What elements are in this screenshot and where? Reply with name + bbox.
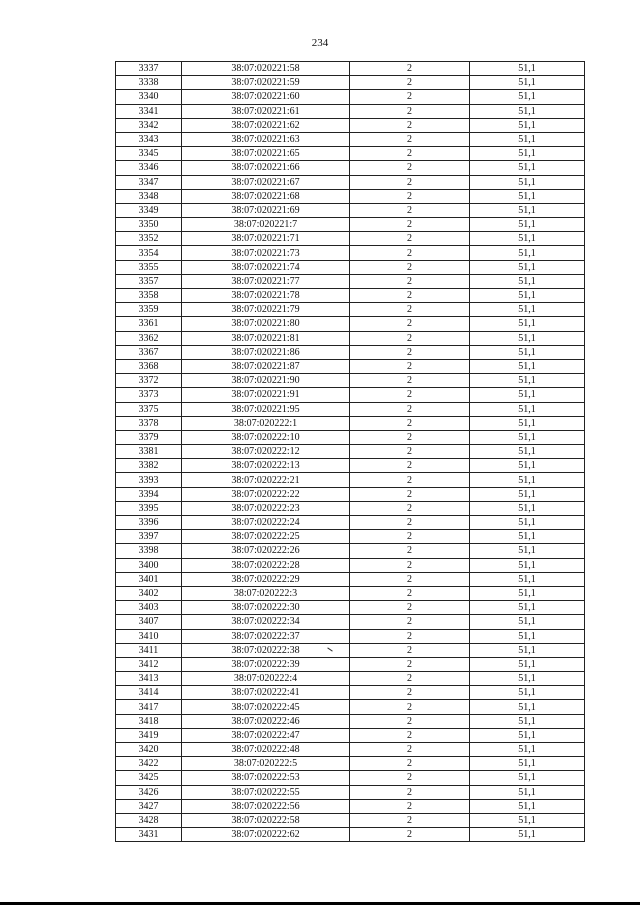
- cadastral-number-cell: 38:07:020221:91: [182, 388, 350, 402]
- row-number-cell: 3359: [116, 303, 182, 317]
- area-cell: 51,1: [470, 530, 585, 544]
- cadastral-number-cell: 38:07:020221:65: [182, 147, 350, 161]
- cadastral-number-cell: 38:07:020222:5: [182, 757, 350, 771]
- table-row: [116, 643, 585, 657]
- row-number-cell: 3382: [116, 459, 182, 473]
- table-row: [116, 132, 585, 146]
- area-cell: 51,1: [470, 487, 585, 501]
- row-number-cell: 3342: [116, 118, 182, 132]
- quantity-cell: 2: [350, 672, 470, 686]
- cadastral-number-cell: 38:07:020221:58: [182, 62, 350, 76]
- cadastral-number-cell: 38:07:020222:46: [182, 714, 350, 728]
- cadastral-number-cell: 38:07:020221:90: [182, 374, 350, 388]
- quantity-cell: 2: [350, 62, 470, 76]
- area-cell: 51,1: [470, 388, 585, 402]
- table-row: [116, 374, 585, 388]
- table-row: [116, 104, 585, 118]
- area-cell: 51,1: [470, 374, 585, 388]
- cadastral-number-cell: 38:07:020222:23: [182, 501, 350, 515]
- cadastral-number-cell: 38:07:020222:41: [182, 686, 350, 700]
- row-number-cell: 3379: [116, 430, 182, 444]
- cadastral-number-cell: 38:07:020222:56: [182, 799, 350, 813]
- table-row: [116, 189, 585, 203]
- cadastral-number-cell: 38:07:020221:67: [182, 175, 350, 189]
- cadastral-number-cell: 38:07:020222:29: [182, 572, 350, 586]
- quantity-cell: 2: [350, 303, 470, 317]
- quantity-cell: 2: [350, 487, 470, 501]
- table-row: [116, 714, 585, 728]
- area-cell: 51,1: [470, 62, 585, 76]
- cadastral-number-cell: 38:07:020221:68: [182, 189, 350, 203]
- row-number-cell: 3420: [116, 743, 182, 757]
- area-cell: 51,1: [470, 714, 585, 728]
- row-number-cell: 3349: [116, 203, 182, 217]
- cadastral-number-cell: 38:07:020222:47: [182, 728, 350, 742]
- cadastral-number-cell: 38:07:020222:26: [182, 544, 350, 558]
- area-cell: 51,1: [470, 473, 585, 487]
- area-cell: 51,1: [470, 345, 585, 359]
- row-number-cell: 3340: [116, 90, 182, 104]
- cadastral-number-cell: 38:07:020221:86: [182, 345, 350, 359]
- cadastral-number-cell: 38:07:020222:39: [182, 657, 350, 671]
- quantity-cell: 2: [350, 246, 470, 260]
- row-number-cell: 3395: [116, 501, 182, 515]
- cadastral-number-cell: 38:07:020222:58: [182, 813, 350, 827]
- area-cell: 51,1: [470, 416, 585, 430]
- cadastral-number-cell: 38:07:020222:1: [182, 416, 350, 430]
- quantity-cell: 2: [350, 544, 470, 558]
- cadastral-number-cell: 38:07:020221:79: [182, 303, 350, 317]
- registry-table-body: [116, 62, 585, 842]
- quantity-cell: 2: [350, 388, 470, 402]
- quantity-cell: 2: [350, 331, 470, 345]
- quantity-cell: 2: [350, 572, 470, 586]
- cadastral-number-cell: 38:07:020221:60: [182, 90, 350, 104]
- row-number-cell: 3378: [116, 416, 182, 430]
- row-number-cell: 3428: [116, 813, 182, 827]
- quantity-cell: 2: [350, 147, 470, 161]
- cadastral-number-cell: 38:07:020222:3: [182, 586, 350, 600]
- page-number: 234: [311, 37, 329, 49]
- area-cell: 51,1: [470, 317, 585, 331]
- table-row: [116, 799, 585, 813]
- area-cell: 51,1: [470, 161, 585, 175]
- table-row: [116, 161, 585, 175]
- cadastral-number-cell: 38:07:020222:55: [182, 785, 350, 799]
- quantity-cell: 2: [350, 132, 470, 146]
- table-row: [116, 416, 585, 430]
- area-cell: 51,1: [470, 544, 585, 558]
- table-row: [116, 118, 585, 132]
- cadastral-number-cell: 38:07:020222:13: [182, 459, 350, 473]
- registry-table: [115, 61, 585, 842]
- row-number-cell: 3401: [116, 572, 182, 586]
- area-cell: 51,1: [470, 757, 585, 771]
- row-number-cell: 3337: [116, 62, 182, 76]
- table-row: [116, 813, 585, 827]
- table-row: [116, 558, 585, 572]
- quantity-cell: 2: [350, 416, 470, 430]
- cadastral-number-cell: 38:07:020221:61: [182, 104, 350, 118]
- area-cell: 51,1: [470, 799, 585, 813]
- table-row: [116, 345, 585, 359]
- cadastral-number-cell: 38:07:020221:71: [182, 232, 350, 246]
- cadastral-number-cell: 38:07:020222:22: [182, 487, 350, 501]
- area-cell: 51,1: [470, 232, 585, 246]
- table-row: [116, 743, 585, 757]
- quantity-cell: 2: [350, 629, 470, 643]
- row-number-cell: 3425: [116, 771, 182, 785]
- area-cell: 51,1: [470, 147, 585, 161]
- area-cell: 51,1: [470, 132, 585, 146]
- table-row: [116, 686, 585, 700]
- quantity-cell: 2: [350, 345, 470, 359]
- area-cell: 51,1: [470, 118, 585, 132]
- row-number-cell: 3341: [116, 104, 182, 118]
- table-row: [116, 459, 585, 473]
- row-number-cell: 3426: [116, 785, 182, 799]
- quantity-cell: 2: [350, 586, 470, 600]
- area-cell: 51,1: [470, 828, 585, 842]
- row-number-cell: 3422: [116, 757, 182, 771]
- cadastral-number-cell: 38:07:020222:62: [182, 828, 350, 842]
- quantity-cell: 2: [350, 374, 470, 388]
- quantity-cell: 2: [350, 501, 470, 515]
- row-number-cell: 3411: [116, 643, 182, 657]
- area-cell: 51,1: [470, 189, 585, 203]
- quantity-cell: 2: [350, 317, 470, 331]
- table-row: [116, 147, 585, 161]
- row-number-cell: 3375: [116, 402, 182, 416]
- cadastral-number-cell: 38:07:020222:48: [182, 743, 350, 757]
- area-cell: 51,1: [470, 501, 585, 515]
- table-row: [116, 430, 585, 444]
- row-number-cell: 3410: [116, 629, 182, 643]
- cadastral-number-cell: 38:07:020221:81: [182, 331, 350, 345]
- table-row: [116, 203, 585, 217]
- area-cell: 51,1: [470, 430, 585, 444]
- quantity-cell: 2: [350, 785, 470, 799]
- quantity-cell: 2: [350, 260, 470, 274]
- area-cell: 51,1: [470, 274, 585, 288]
- row-number-cell: 3338: [116, 76, 182, 90]
- area-cell: 51,1: [470, 586, 585, 600]
- area-cell: 51,1: [470, 743, 585, 757]
- row-number-cell: 3431: [116, 828, 182, 842]
- area-cell: 51,1: [470, 785, 585, 799]
- quantity-cell: 2: [350, 232, 470, 246]
- table-row: [116, 785, 585, 799]
- table-row: [116, 246, 585, 260]
- area-cell: 51,1: [470, 771, 585, 785]
- row-number-cell: 3403: [116, 601, 182, 615]
- table-row: [116, 544, 585, 558]
- area-cell: 51,1: [470, 76, 585, 90]
- quantity-cell: 2: [350, 203, 470, 217]
- row-number-cell: 3358: [116, 289, 182, 303]
- row-number-cell: 3413: [116, 672, 182, 686]
- area-cell: 51,1: [470, 331, 585, 345]
- area-cell: 51,1: [470, 615, 585, 629]
- area-cell: 51,1: [470, 629, 585, 643]
- area-cell: 51,1: [470, 246, 585, 260]
- quantity-cell: 2: [350, 813, 470, 827]
- row-number-cell: 3398: [116, 544, 182, 558]
- table-row: [116, 501, 585, 515]
- table-row: [116, 615, 585, 629]
- quantity-cell: 2: [350, 615, 470, 629]
- area-cell: 51,1: [470, 218, 585, 232]
- table-row: [116, 530, 585, 544]
- area-cell: 51,1: [470, 203, 585, 217]
- table-row: [116, 487, 585, 501]
- quantity-cell: 2: [350, 728, 470, 742]
- area-cell: 51,1: [470, 516, 585, 530]
- quantity-cell: 2: [350, 757, 470, 771]
- quantity-cell: 2: [350, 118, 470, 132]
- row-number-cell: 3393: [116, 473, 182, 487]
- cadastral-number-cell: 38:07:020221:78: [182, 289, 350, 303]
- area-cell: 51,1: [470, 700, 585, 714]
- cadastral-number-cell: 38:07:020222:38: [182, 643, 350, 657]
- quantity-cell: 2: [350, 459, 470, 473]
- row-number-cell: 3352: [116, 232, 182, 246]
- cadastral-number-cell: 38:07:020221:66: [182, 161, 350, 175]
- row-number-cell: 3343: [116, 132, 182, 146]
- cadastral-number-cell: 38:07:020222:25: [182, 530, 350, 544]
- row-number-cell: 3373: [116, 388, 182, 402]
- area-cell: 51,1: [470, 260, 585, 274]
- table-row: [116, 274, 585, 288]
- quantity-cell: 2: [350, 743, 470, 757]
- row-number-cell: 3355: [116, 260, 182, 274]
- table-row: [116, 629, 585, 643]
- table-row: [116, 601, 585, 615]
- table-row: [116, 657, 585, 671]
- row-number-cell: 3400: [116, 558, 182, 572]
- cadastral-number-cell: 38:07:020221:69: [182, 203, 350, 217]
- quantity-cell: 2: [350, 402, 470, 416]
- row-number-cell: 3362: [116, 331, 182, 345]
- quantity-cell: 2: [350, 657, 470, 671]
- row-number-cell: 3402: [116, 586, 182, 600]
- table-row: [116, 90, 585, 104]
- table-row: [116, 402, 585, 416]
- table-row: [116, 728, 585, 742]
- row-number-cell: 3348: [116, 189, 182, 203]
- row-number-cell: 3394: [116, 487, 182, 501]
- table-row: [116, 757, 585, 771]
- table-row: [116, 303, 585, 317]
- area-cell: 51,1: [470, 572, 585, 586]
- quantity-cell: 2: [350, 601, 470, 615]
- area-cell: 51,1: [470, 601, 585, 615]
- cadastral-number-cell: 38:07:020221:74: [182, 260, 350, 274]
- row-number-cell: 3427: [116, 799, 182, 813]
- quantity-cell: 2: [350, 274, 470, 288]
- row-number-cell: 3381: [116, 445, 182, 459]
- table-row: [116, 473, 585, 487]
- quantity-cell: 2: [350, 700, 470, 714]
- cadastral-number-cell: 38:07:020222:34: [182, 615, 350, 629]
- row-number-cell: 3407: [116, 615, 182, 629]
- row-number-cell: 3412: [116, 657, 182, 671]
- quantity-cell: 2: [350, 558, 470, 572]
- cadastral-number-cell: 38:07:020222:37: [182, 629, 350, 643]
- quantity-cell: 2: [350, 104, 470, 118]
- quantity-cell: 2: [350, 359, 470, 373]
- table-row: [116, 828, 585, 842]
- area-cell: 51,1: [470, 303, 585, 317]
- row-number-cell: 3361: [116, 317, 182, 331]
- area-cell: 51,1: [470, 728, 585, 742]
- area-cell: 51,1: [470, 402, 585, 416]
- table-row: [116, 317, 585, 331]
- area-cell: 51,1: [470, 459, 585, 473]
- table-row: [116, 572, 585, 586]
- cadastral-number-cell: 38:07:020222:45: [182, 700, 350, 714]
- quantity-cell: 2: [350, 516, 470, 530]
- cadastral-number-cell: 38:07:020221:87: [182, 359, 350, 373]
- cadastral-number-cell: 38:07:020221:95: [182, 402, 350, 416]
- area-cell: 51,1: [470, 104, 585, 118]
- cadastral-number-cell: 38:07:020222:12: [182, 445, 350, 459]
- table-row: [116, 331, 585, 345]
- table-row: [116, 388, 585, 402]
- table-row: [116, 771, 585, 785]
- table-row: [116, 586, 585, 600]
- cadastral-number-cell: 38:07:020221:73: [182, 246, 350, 260]
- table-row: [116, 516, 585, 530]
- table-row: [116, 232, 585, 246]
- quantity-cell: 2: [350, 799, 470, 813]
- cadastral-number-cell: 38:07:020221:63: [182, 132, 350, 146]
- area-cell: 51,1: [470, 289, 585, 303]
- row-number-cell: 3419: [116, 728, 182, 742]
- row-number-cell: 3417: [116, 700, 182, 714]
- table-row: [116, 672, 585, 686]
- quantity-cell: 2: [350, 643, 470, 657]
- cadastral-number-cell: 38:07:020221:77: [182, 274, 350, 288]
- quantity-cell: 2: [350, 218, 470, 232]
- table-row: [116, 76, 585, 90]
- area-cell: 51,1: [470, 686, 585, 700]
- table-row: [116, 62, 585, 76]
- quantity-cell: 2: [350, 430, 470, 444]
- area-cell: 51,1: [470, 813, 585, 827]
- quantity-cell: 2: [350, 714, 470, 728]
- area-cell: 51,1: [470, 90, 585, 104]
- quantity-cell: 2: [350, 175, 470, 189]
- area-cell: 51,1: [470, 558, 585, 572]
- area-cell: 51,1: [470, 657, 585, 671]
- table-row: [116, 700, 585, 714]
- area-cell: 51,1: [470, 359, 585, 373]
- quantity-cell: 2: [350, 90, 470, 104]
- cadastral-number-cell: 38:07:020222:28: [182, 558, 350, 572]
- cadastral-number-cell: 38:07:020221:62: [182, 118, 350, 132]
- quantity-cell: 2: [350, 828, 470, 842]
- row-number-cell: 3347: [116, 175, 182, 189]
- row-number-cell: 3414: [116, 686, 182, 700]
- area-cell: 51,1: [470, 175, 585, 189]
- row-number-cell: 3354: [116, 246, 182, 260]
- cadastral-number-cell: 38:07:020222:24: [182, 516, 350, 530]
- table-row: [116, 175, 585, 189]
- quantity-cell: 2: [350, 289, 470, 303]
- quantity-cell: 2: [350, 530, 470, 544]
- table-row: [116, 289, 585, 303]
- area-cell: 51,1: [470, 445, 585, 459]
- quantity-cell: 2: [350, 189, 470, 203]
- table-row: [116, 359, 585, 373]
- quantity-cell: 2: [350, 161, 470, 175]
- quantity-cell: 2: [350, 473, 470, 487]
- table-row: [116, 445, 585, 459]
- cadastral-number-cell: 38:07:020221:7: [182, 218, 350, 232]
- area-cell: 51,1: [470, 672, 585, 686]
- area-cell: 51,1: [470, 643, 585, 657]
- row-number-cell: 3357: [116, 274, 182, 288]
- row-number-cell: 3396: [116, 516, 182, 530]
- row-number-cell: 3346: [116, 161, 182, 175]
- cadastral-number-cell: 38:07:020221:80: [182, 317, 350, 331]
- cadastral-number-cell: 38:07:020222:10: [182, 430, 350, 444]
- row-number-cell: 3418: [116, 714, 182, 728]
- row-number-cell: 3345: [116, 147, 182, 161]
- cadastral-number-cell: 38:07:020222:4: [182, 672, 350, 686]
- row-number-cell: 3367: [116, 345, 182, 359]
- cadastral-number-cell: 38:07:020222:21: [182, 473, 350, 487]
- cadastral-number-cell: 38:07:020222:30: [182, 601, 350, 615]
- row-number-cell: 3397: [116, 530, 182, 544]
- row-number-cell: 3350: [116, 218, 182, 232]
- row-number-cell: 3372: [116, 374, 182, 388]
- quantity-cell: 2: [350, 76, 470, 90]
- quantity-cell: 2: [350, 445, 470, 459]
- quantity-cell: 2: [350, 686, 470, 700]
- table-row: [116, 260, 585, 274]
- cadastral-number-cell: 38:07:020222:53: [182, 771, 350, 785]
- table-row: [116, 218, 585, 232]
- cadastral-number-cell: 38:07:020221:59: [182, 76, 350, 90]
- quantity-cell: 2: [350, 771, 470, 785]
- row-number-cell: 3368: [116, 359, 182, 373]
